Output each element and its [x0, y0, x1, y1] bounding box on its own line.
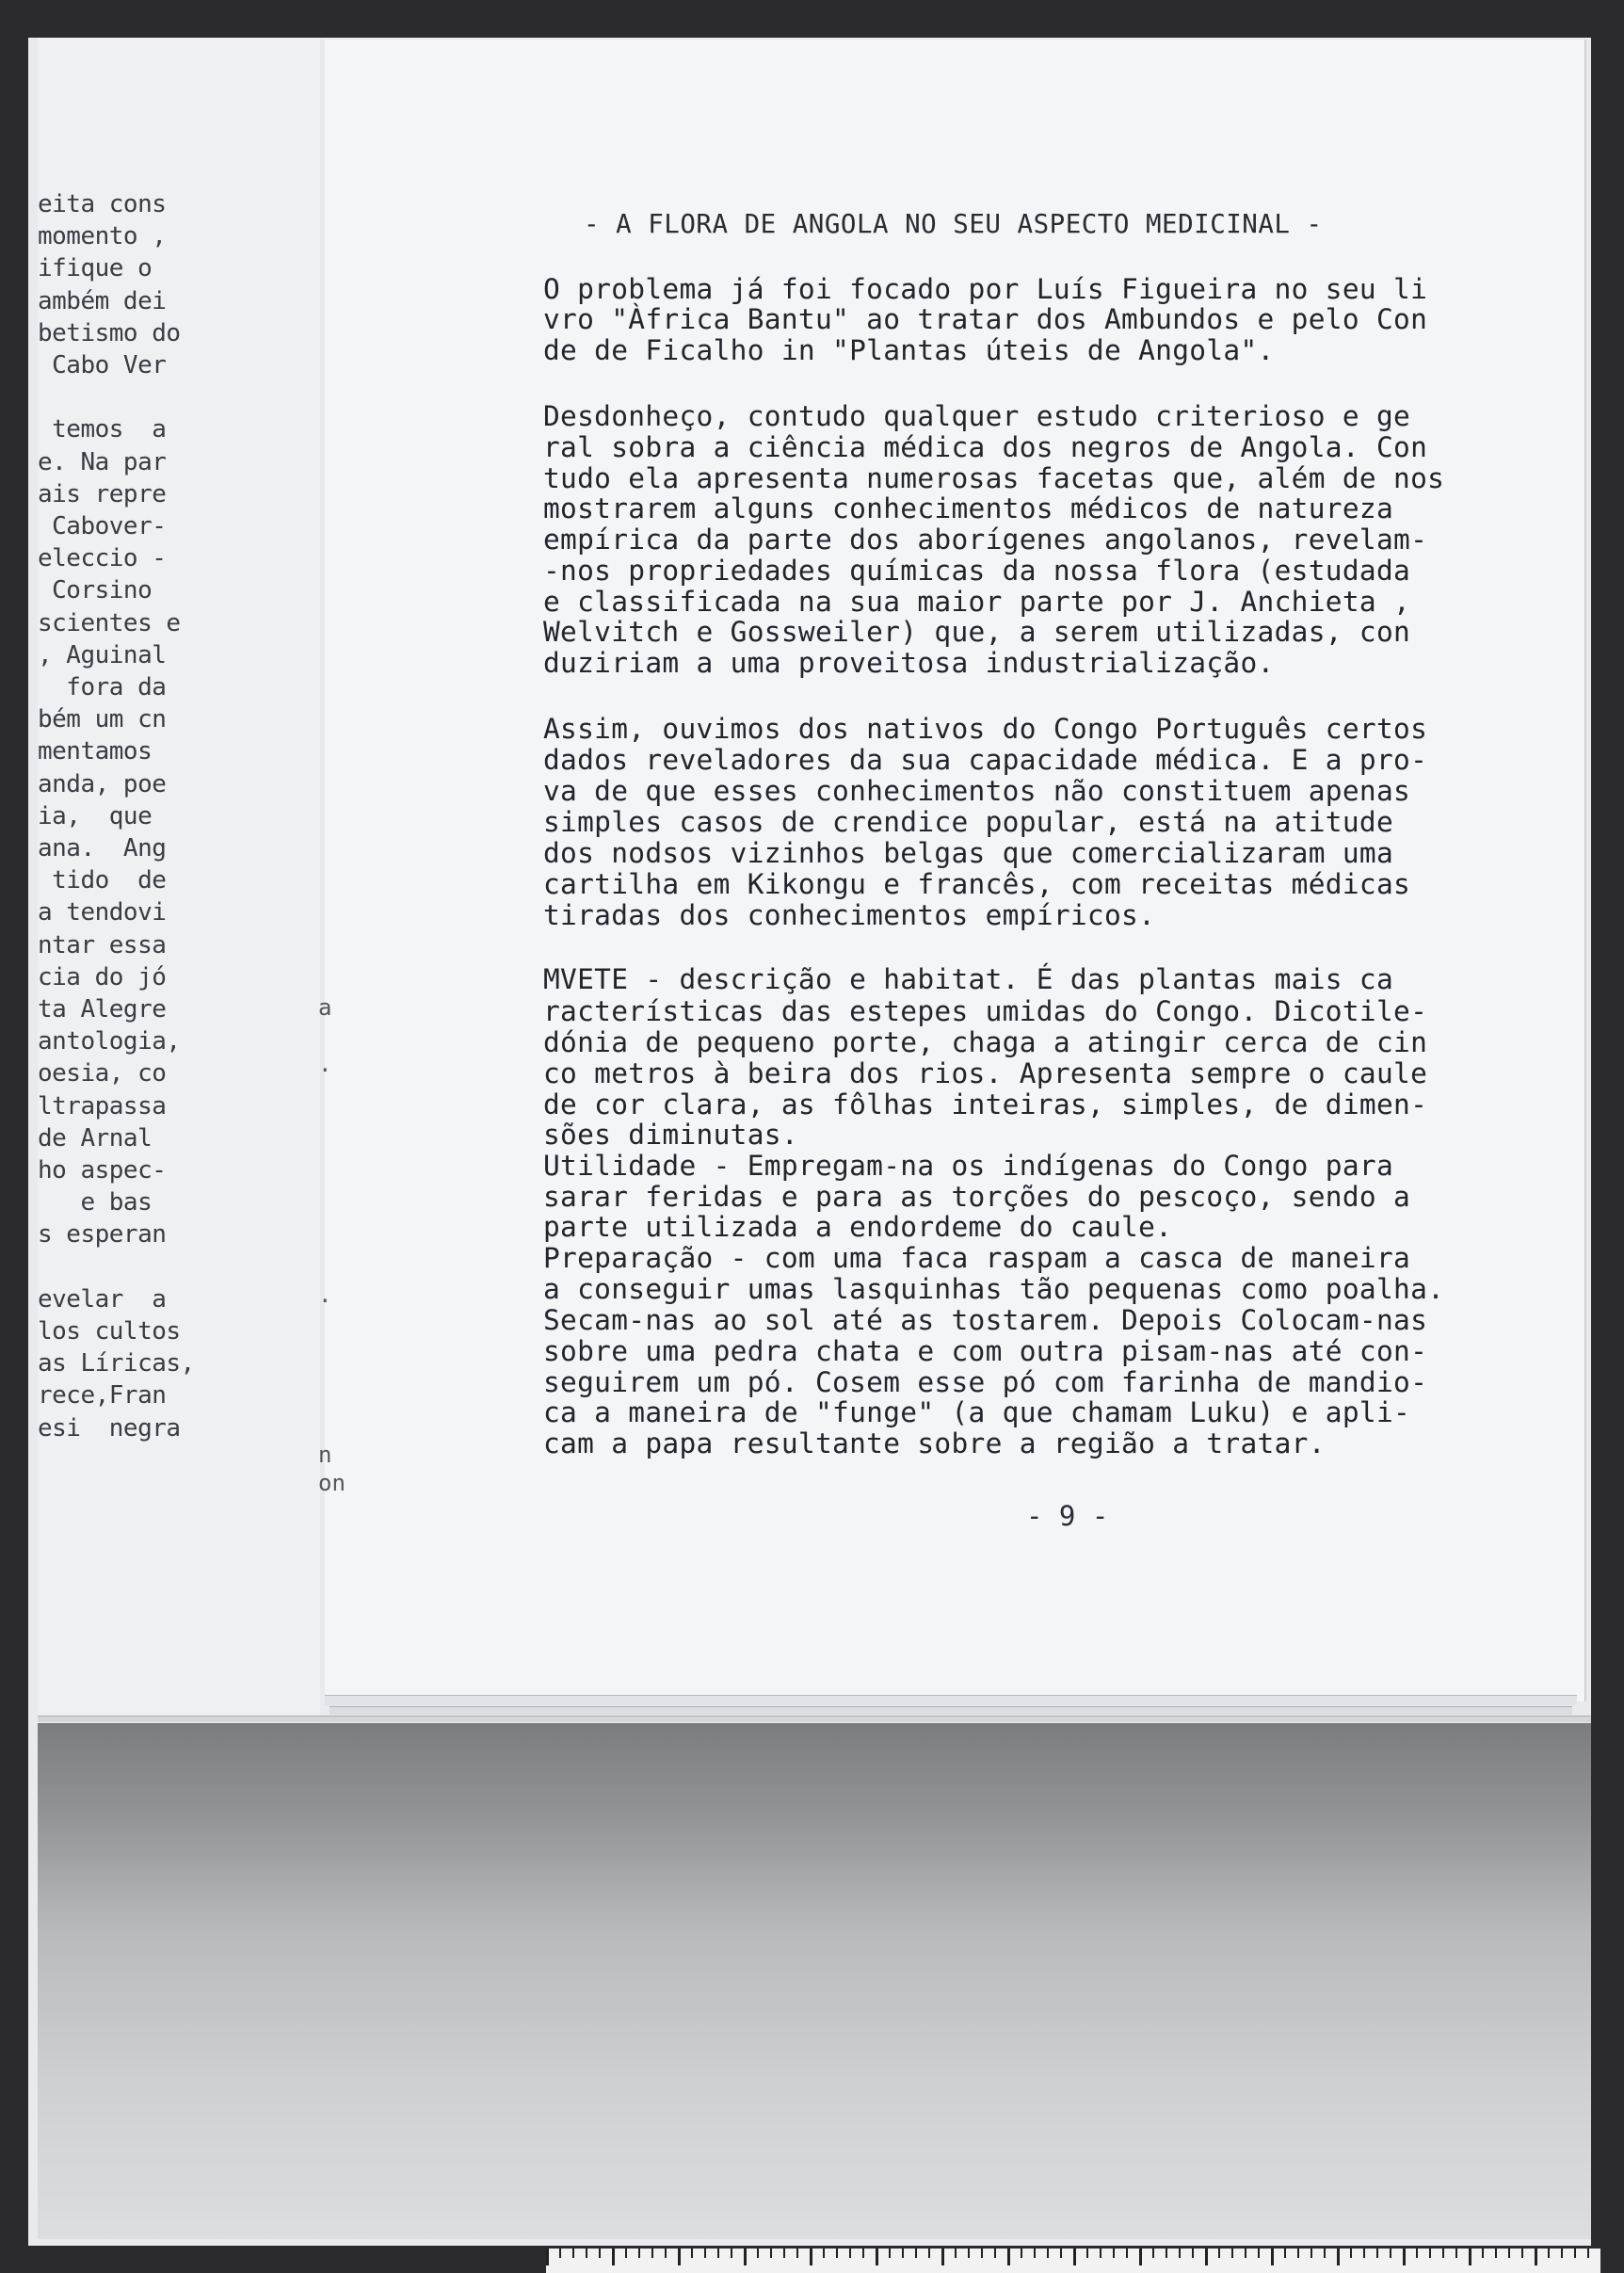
- underlying-line: tido de: [38, 866, 167, 895]
- document-line: de cor clara, as fôlhas inteiras, simples, de dimen-: [543, 1088, 1428, 1120]
- document-line: empírica da parte dos aborígenes angolanos, revelam-: [543, 524, 1428, 556]
- underlying-fragment: a: [318, 994, 332, 1021]
- underlying-fragment: on: [318, 1470, 346, 1496]
- underlying-line: los cultos: [38, 1317, 181, 1346]
- document-line: tudo ela apresenta numerosas facetas que, além de nos: [543, 462, 1445, 494]
- underlying-fragment: .: [318, 1282, 332, 1308]
- underlying-line: eleccio -: [38, 544, 167, 573]
- underlying-fragment: .: [318, 1051, 332, 1077]
- document-line: cam a papa resultante sobre a região a tratar.: [543, 1427, 1326, 1459]
- document-line: ca a maneira de "funge" (a que chamam Luku) e apli-: [543, 1396, 1411, 1428]
- document-line: e classificada na sua maior parte por J. Anchieta ,: [543, 586, 1411, 618]
- underlying-line: ifique o: [38, 254, 153, 283]
- underlying-line: evelar a: [38, 1284, 167, 1314]
- document-line: a conseguir umas lasquinhas tão pequenas como poalha.: [543, 1273, 1445, 1305]
- document-line: vro "Àfrica Bantu" ao tratar dos Ambundos e pelo Con: [543, 303, 1428, 335]
- underlying-line: scientes e: [38, 608, 181, 637]
- underlying-line: ta Alegre: [38, 995, 167, 1024]
- underlying-line: temos a: [38, 415, 167, 444]
- document-line: tiradas dos conhecimentos empíricos.: [543, 899, 1156, 931]
- document-line: duziriam a uma proveitosa industrialização.: [543, 647, 1275, 679]
- underlying-line: ho aspec-: [38, 1156, 167, 1185]
- document-line: cartilha em Kikongu e francês, com receitas médicas: [543, 868, 1411, 900]
- document-line: O problema já foi focado por Luís Figueira no seu li: [543, 273, 1428, 305]
- underlying-line: cia do jó: [38, 962, 167, 991]
- underlying-line: ana. Ang: [38, 834, 167, 862]
- document-line: Utilidade - Empregam-na os indígenas do Congo para: [543, 1150, 1394, 1182]
- underlying-line: mentamos: [38, 737, 153, 766]
- underlying-fragment: n: [318, 1442, 332, 1468]
- scale-ruler-major-ticks: [546, 2249, 1600, 2265]
- page-edge: [38, 1716, 1591, 1722]
- underlying-line: antologia,: [38, 1027, 181, 1056]
- underlying-line: ltrapassa: [38, 1091, 167, 1120]
- document-line: sobre uma pedra chata e com outra pisam-nas até con-: [543, 1335, 1428, 1367]
- document-line: racterísticas das estepes umidas do Congo. Dicotile-: [543, 995, 1428, 1027]
- document-line: Assim, ouvimos dos nativos do Congo Português certos: [543, 713, 1428, 745]
- document-line: parte utilizada a endordeme do caule.: [543, 1211, 1173, 1243]
- underlying-line: rece,Fran: [38, 1381, 167, 1411]
- underlying-line: esi negra: [38, 1413, 181, 1443]
- underlying-line: a tendovi: [38, 898, 167, 927]
- underlying-line: eita cons: [38, 190, 167, 218]
- underlying-line: de Arnal: [38, 1123, 153, 1153]
- document-line: Desdonheço, contudo qualquer estudo criterioso e ge: [543, 400, 1411, 432]
- document-line: ral sobra a ciência médica dos negros de Angola. Con: [543, 431, 1428, 463]
- underlying-line: anda, poe: [38, 769, 167, 798]
- document-line: simples casos de crendice popular, está na atitude: [543, 806, 1394, 838]
- underlying-page: [38, 38, 320, 1723]
- scan-shadow: [38, 1723, 1591, 2239]
- underlying-line: Corsino: [38, 576, 153, 605]
- document-line: sões diminutas.: [543, 1119, 798, 1151]
- underlying-line: s esperan: [38, 1220, 167, 1249]
- page-number: - 9 -: [1026, 1500, 1109, 1532]
- underlying-line: , Aguinal: [38, 640, 167, 669]
- underlying-line: as Líricas,: [38, 1349, 195, 1378]
- underlying-line: ais repre: [38, 479, 167, 508]
- underlying-line: ambém dei: [38, 286, 167, 315]
- document-line: sarar feridas e para as torções do pescoço, sendo a: [543, 1181, 1411, 1213]
- document-line: Preparação - com uma faca raspam a casca de maneira: [543, 1242, 1411, 1274]
- underlying-line: bém um cn: [38, 705, 167, 734]
- underlying-line: betismo do: [38, 318, 181, 347]
- document-line: MVETE - descrição e habitat. É das plantas mais ca: [543, 963, 1394, 995]
- underlying-line: e bas: [38, 1188, 153, 1217]
- document-line: dados reveladores da sua capacidade médica. E a pro-: [543, 744, 1428, 776]
- underlying-line: oesia, co: [38, 1059, 167, 1088]
- document-line: co metros à beira dos rios. Apresenta sempre o caule: [543, 1057, 1428, 1089]
- underlying-line: ia, que: [38, 801, 153, 830]
- underlying-line: [38, 381, 320, 413]
- page-edge: [330, 1706, 1572, 1715]
- document-line: va de que esses conhecimentos não constituem apenas: [543, 775, 1411, 807]
- document-line: Welvitch e Gossweiler) que, a serem utilizadas, con: [543, 616, 1411, 648]
- underlying-line: ntar essa: [38, 930, 167, 959]
- document-line: de de Ficalho in "Plantas úteis de Angola".: [543, 334, 1275, 366]
- document-line: dónia de pequeno porte, chaga a atingir cerca de cin: [543, 1026, 1428, 1058]
- document-line: mostrarem alguns conhecimentos médicos de natureza: [543, 492, 1394, 524]
- document-line: -nos propriedades químicas da nossa flora (estudada: [543, 555, 1411, 587]
- page-edge: [325, 1695, 1577, 1705]
- underlying-line: [38, 1251, 320, 1283]
- underlying-line: Cabo Ver: [38, 351, 167, 379]
- document-line: Secam-nas ao sol até as tostarem. Depois Colocam-nas: [543, 1304, 1428, 1336]
- document-line: dos nodsos vizinhos belgas que comercializaram uma: [543, 837, 1394, 869]
- underlying-line: momento ,: [38, 222, 167, 251]
- underlying-line: Cabover-: [38, 512, 167, 540]
- underlying-line: fora da: [38, 673, 167, 701]
- document-line: seguirem um pó. Cosem esse pó com farinha de mandio-: [543, 1366, 1428, 1398]
- document-title: - A FLORA DE ANGOLA NO SEU ASPECTO MEDICINAL -: [584, 209, 1323, 239]
- underlying-line: e. Na par: [38, 447, 167, 476]
